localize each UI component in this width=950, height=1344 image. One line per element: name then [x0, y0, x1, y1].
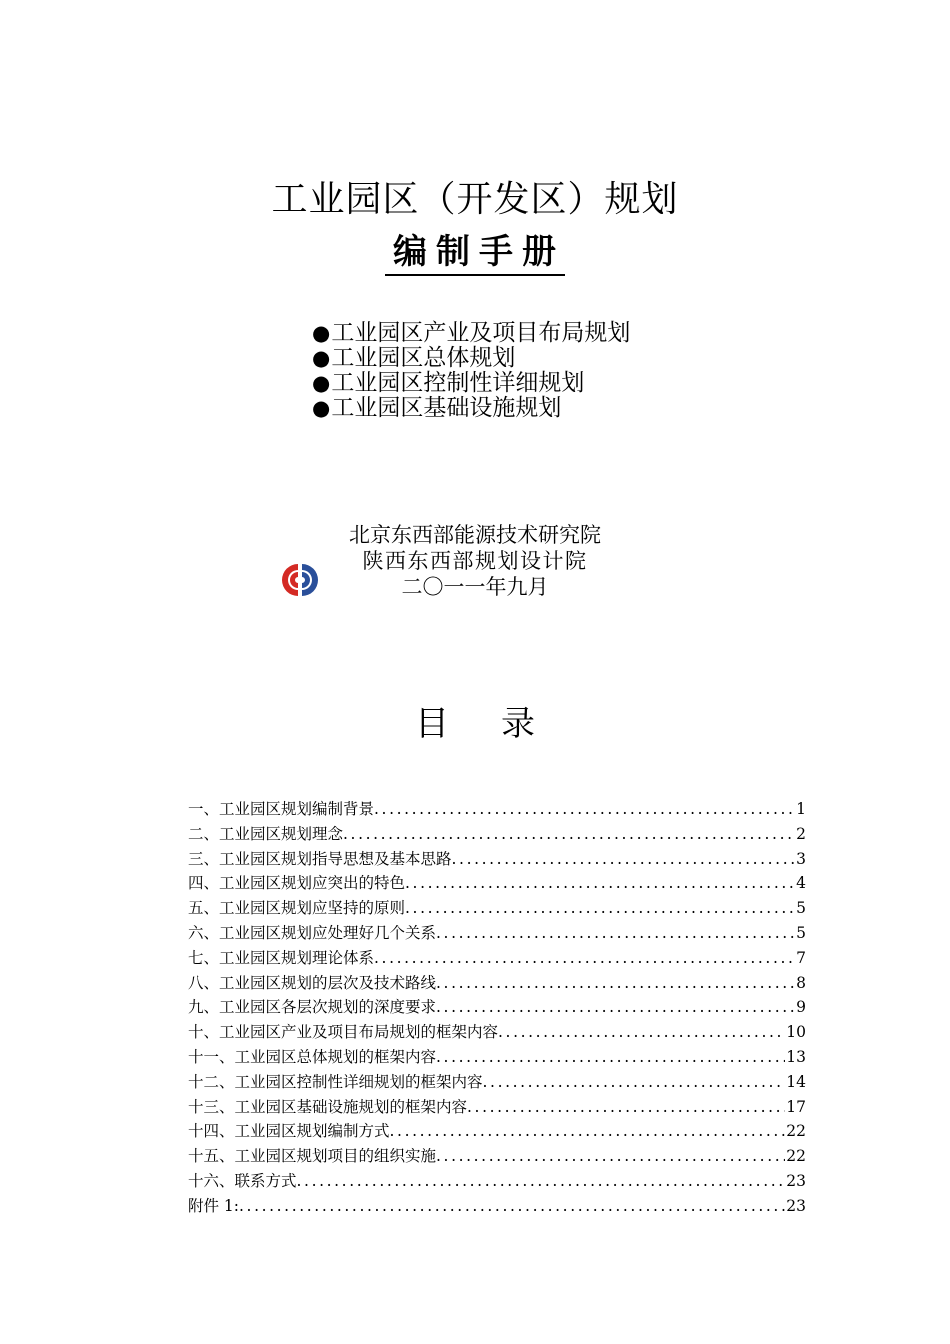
- cover-subtitle: [0, 228, 950, 282]
- toc-entry-label: 七、工业园区规划理论体系: [188, 948, 375, 967]
- toc-leader-dots: [405, 899, 795, 917]
- toc-entry-label: 十四、工业园区规划编制方式: [188, 1122, 390, 1141]
- toc-entry-page: 10: [786, 1023, 806, 1042]
- toc-entry[interactable]: [188, 1045, 806, 1070]
- publish-date: 二〇一一年九月: [401, 575, 549, 599]
- toc-leader-dots: [390, 1122, 786, 1140]
- toc-entry[interactable]: [188, 1095, 806, 1120]
- toc-entry-page: 4: [796, 874, 806, 893]
- toc-entry-page: 17: [786, 1097, 806, 1116]
- toc-entry-page: 22: [786, 1122, 806, 1141]
- toc-entry-page: 9: [796, 998, 806, 1017]
- east-west-logo-icon: [280, 562, 320, 598]
- toc-leader-dots: [239, 1197, 785, 1215]
- bullet-icon: ●: [312, 371, 331, 395]
- org-name-2: 陕西东西部规划设计院: [362, 549, 588, 573]
- toc-entry-page: 13: [786, 1047, 806, 1066]
- toc-leader-dots: [436, 924, 795, 942]
- plan-type-label: 工业园区基础设施规划: [331, 395, 562, 421]
- table-of-contents: [188, 797, 806, 1219]
- toc-leader-dots: [452, 850, 796, 868]
- toc-entry[interactable]: [188, 1169, 806, 1194]
- plan-type-label: 工业园区总体规划: [331, 345, 516, 371]
- toc-entry[interactable]: [188, 1144, 806, 1169]
- toc-leader-dots: [343, 825, 795, 843]
- toc-entry-page: 22: [786, 1147, 806, 1166]
- toc-entry-label: 二、工业园区规划理念: [188, 824, 344, 843]
- toc-leader-dots: [297, 1172, 786, 1190]
- toc-entry[interactable]: [188, 847, 806, 872]
- toc-entry[interactable]: [188, 995, 806, 1020]
- toc-title: [0, 702, 950, 746]
- toc-entry-page: 7: [796, 948, 806, 967]
- toc-entry-label: 十、工业园区产业及项目布局规划的框架内容: [188, 1023, 499, 1042]
- toc-leader-dots: [374, 800, 795, 818]
- toc-entry-label: 九、工业园区各层次规划的深度要求: [188, 998, 437, 1017]
- toc-entry[interactable]: [188, 1070, 806, 1095]
- toc-entry-label: 附件 1:: [188, 1196, 240, 1215]
- toc-leader-dots: [374, 949, 795, 967]
- toc-entry-label: 一、工业园区规划编制背景: [188, 800, 375, 818]
- toc-leader-dots: [483, 1073, 786, 1091]
- plan-type-item: [312, 371, 630, 396]
- plan-type-label: 工业园区控制性详细规划: [331, 370, 585, 396]
- toc-entry[interactable]: [188, 971, 806, 996]
- toc-entry-label: 五、工业园区规划应坚持的原则: [188, 899, 406, 918]
- toc-title-char-1: 目: [415, 704, 449, 744]
- toc-entry-label: 四、工业园区规划应突出的特色: [188, 874, 406, 893]
- bullet-icon: ●: [312, 346, 331, 370]
- cover-title: 工业园区（开发区）规划: [271, 179, 679, 220]
- toc-entry[interactable]: [188, 1194, 806, 1219]
- toc-entry-label: 三、工业园区规划指导思想及基本思路: [188, 849, 452, 868]
- toc-entry-page: 23: [786, 1171, 806, 1190]
- toc-entry-label: 十二、工业园区控制性详细规划的框架内容: [188, 1072, 483, 1091]
- toc-leader-dots: [436, 1048, 785, 1066]
- toc-leader-dots: [436, 974, 795, 992]
- toc-entry-page: 2: [796, 824, 806, 843]
- toc-entry[interactable]: [188, 797, 806, 822]
- toc-entry[interactable]: [188, 946, 806, 971]
- toc-entry-label: 十六、联系方式: [188, 1171, 297, 1190]
- toc-leader-dots: [498, 1023, 785, 1041]
- toc-entry[interactable]: [188, 871, 806, 896]
- toc-entry-label: 六、工业园区规划应处理好几个关系: [188, 923, 437, 942]
- toc-entry-label: 十三、工业园区基础设施规划的框架内容: [188, 1097, 468, 1116]
- toc-entry[interactable]: [188, 1119, 806, 1144]
- toc-entry[interactable]: [188, 822, 806, 847]
- toc-leader-dots: [436, 998, 795, 1016]
- toc-entry-page: 8: [796, 973, 806, 992]
- toc-leader-dots: [467, 1098, 785, 1116]
- bullet-icon: ●: [312, 321, 331, 345]
- cover-subtitle-text: 编制手册: [385, 232, 565, 276]
- toc-leader-dots: [436, 1147, 785, 1165]
- plan-type-item: [312, 321, 630, 346]
- toc-entry-page: 1: [796, 800, 806, 818]
- plan-type-label: 工业园区产业及项目布局规划: [331, 320, 631, 346]
- org-name-1: 北京东西部能源技术研究院: [349, 523, 601, 547]
- toc-entry-page: 5: [796, 899, 806, 918]
- toc-entry[interactable]: [188, 921, 806, 946]
- toc-entry-label: 八、工业园区规划的层次及技术路线: [188, 973, 437, 992]
- toc-entry-label: 十一、工业园区总体规划的框架内容: [188, 1047, 437, 1066]
- plan-type-list: [312, 321, 630, 421]
- toc-entry-page: 5: [796, 923, 806, 942]
- toc-entry[interactable]: [188, 1020, 806, 1045]
- toc-entry-page: 23: [786, 1196, 806, 1215]
- toc-title-char-2: 录: [501, 704, 535, 744]
- toc-entry-page: 14: [786, 1072, 806, 1091]
- toc-entry-label: 十五、工业园区规划项目的组织实施: [188, 1147, 437, 1166]
- toc-entry[interactable]: [188, 896, 806, 921]
- bullet-icon: ●: [312, 396, 331, 420]
- plan-type-item: [312, 396, 630, 421]
- plan-type-item: [312, 346, 630, 371]
- toc-leader-dots: [405, 874, 795, 892]
- toc-entry-page: 3: [796, 849, 806, 868]
